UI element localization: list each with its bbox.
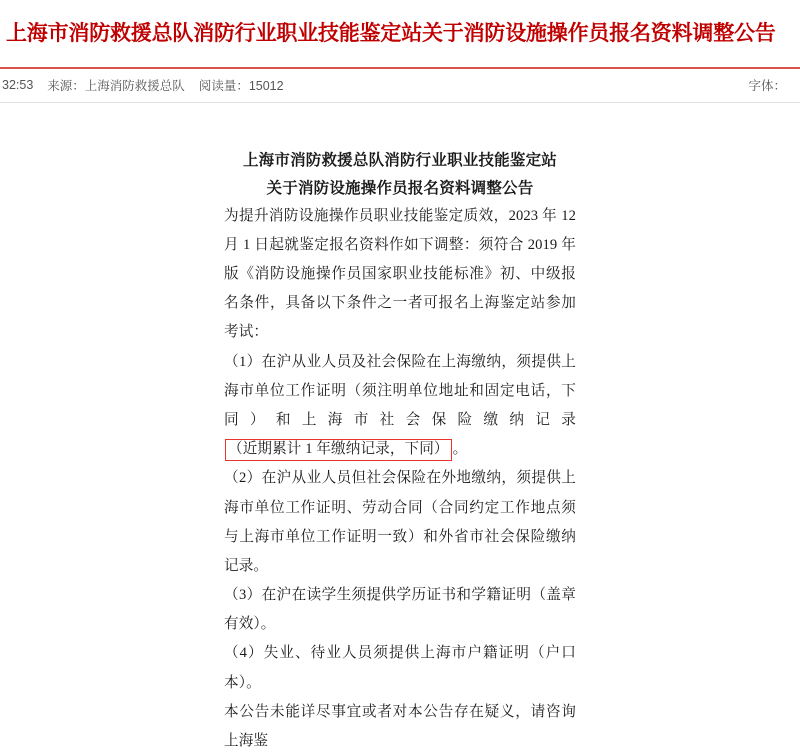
document-heading (224, 147, 576, 201)
document-paragraph (224, 202, 576, 348)
page-title: 上海市消防救援总队消防行业职业技能鉴定站关于消防设施操作员报名资料调整公告 (6, 21, 776, 46)
document-content (224, 147, 576, 756)
paragraph-text: 为提升消防设施操作员职业技能鉴定质效，2023 年 12 月 1 日起就鉴定报名资料作如下调整：须符合 2019 年版《消防设施操作员国家职业技能标准》初、中级报名条件，具备以下条件之一者可报名上海鉴定站参加考试： (224, 207, 576, 341)
document-paragraph (224, 698, 576, 756)
document-paragraph (224, 581, 576, 639)
meta-left-group (2, 76, 748, 94)
paragraph-text: （1）在沪从业人员及社会保险在上海缴纳，须提供上海市单位工作证明（须注明单位地址和固定电话，下同）和上海市社会保险缴纳记录 (224, 353, 576, 428)
font-size-label: 字体： (748, 79, 786, 94)
document-paragraph (224, 464, 576, 581)
source-label: 来源： (47, 79, 85, 94)
paragraph-text: （2）在沪从业人员但社会保险在外地缴纳，须提供上海市单位工作证明、劳动合同（合同约定工作地点须与上海市单位工作证明一致）和外省市社会保险缴纳记录。 (224, 470, 576, 574)
document-paragraph (224, 639, 576, 697)
publish-time: 32:53 (2, 78, 34, 93)
article-page (0, 14, 800, 756)
highlighted-text: （近期累计 1 年缴纳记录，下同） (225, 439, 452, 461)
article-body (0, 103, 800, 756)
views-group (199, 76, 284, 94)
views-value: 15012 (248, 79, 284, 94)
source-group (47, 76, 185, 94)
article-meta-bar (0, 69, 800, 103)
document-heading-line1: 上海市消防救援总队消防行业职业技能鉴定站 (242, 152, 557, 170)
views-label: 阅读量： (198, 79, 249, 94)
document-heading-line2: 关于消防设施操作员报名资料调整公告 (266, 179, 534, 197)
document-paragraph (224, 348, 576, 465)
paragraph-text: （3）在沪在读学生须提供学历证书和学籍证明（盖章有效）。 (224, 587, 576, 633)
source-value: 上海消防救援总队 (84, 79, 185, 94)
paragraph-text: 。 (452, 441, 468, 458)
paragraph-text: 本公告未能详尽事宜或者对本公告存在疑义，请咨询上海鉴 (224, 703, 576, 749)
paragraph-text: （4）失业、待业人员须提供上海市户籍证明（户口本）。 (224, 645, 576, 691)
document-paragraphs (224, 202, 576, 756)
font-size-control[interactable] (748, 76, 792, 94)
